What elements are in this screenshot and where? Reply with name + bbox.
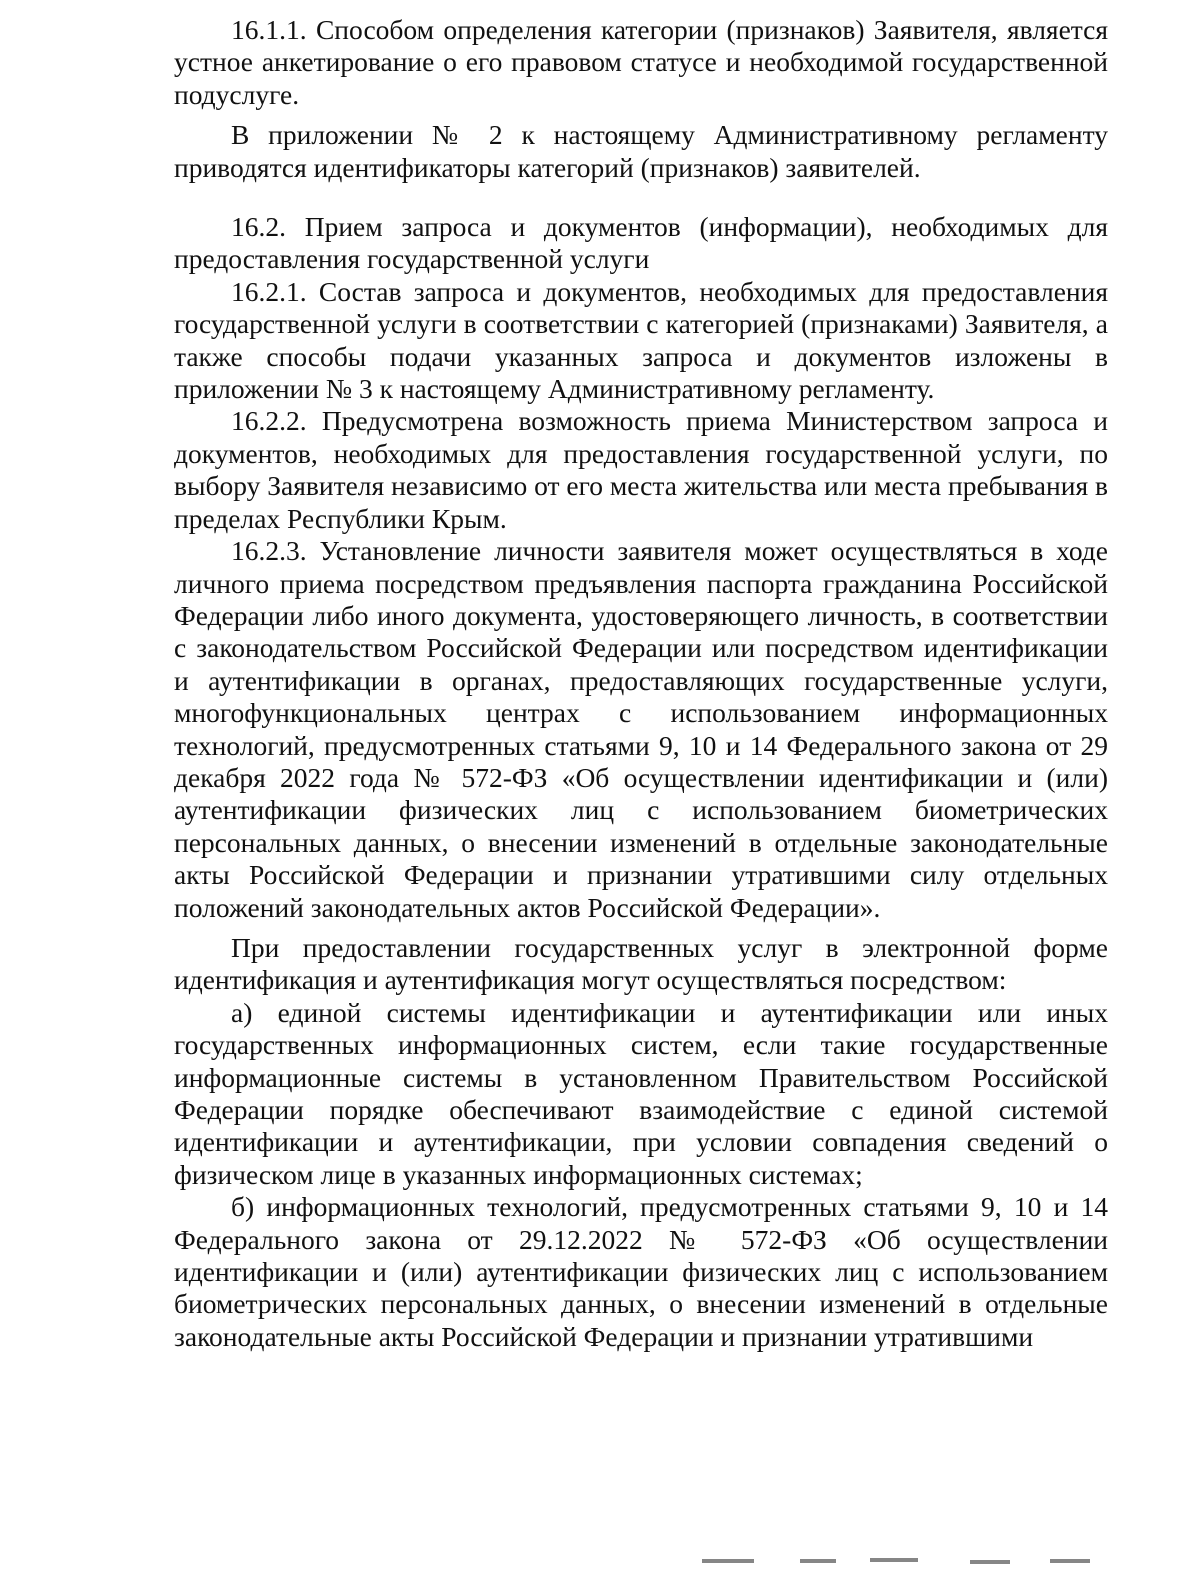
scan-mark [702,1559,754,1563]
section-heading-16-2: 16.2. Прием запроса и документов (информации), необходимых для предоставления государственной услуги [174,211,1108,275]
scan-artifact-marks [690,1556,1110,1568]
document-page [174,14,1108,1353]
list-item-a: а) единой системы идентификации и аутентификации или иных государственных информационных систем, если такие государственные информационные системы в установленном Правительством Российской Федерации порядке обеспечивают взаимодействие с единой системой идентификации и аутентификации, при условии совпадения сведений о физическом лице в указанных информационных системах; [174,996,1108,1190]
paragraph-electronic-form: При предоставлении государственных услуг в электронной форме идентификация и аутентификация могут осуществляться посредством: [174,931,1108,996]
scan-mark [800,1559,836,1563]
paragraph-16-2-3: 16.2.3. Установление личности заявителя может осуществляться в ходе личного приема посредством предъявления паспорта гражданина Российской Федерации либо иного документа, удостоверяющего личность, в соответствии с законодательством Российской Федерации или посредством идентификации и аутентификации в органах, предоставляющих государственные услуги, многофункциональных центрах с использованием информационных технологий, предусмотренных статьями 9, 10 и 14 Федерального закона от 29 декабря 2022 года № 572-ФЗ «Об осуществлении идентификации и (или) аутентификации физических лиц с использованием биометрических персональных данных, о внесении изменений в отдельные законодательные акты Российской Федерации и признании утратившими силу отдельных положений законодательных актов Российской Федерации». [174,535,1108,923]
paragraph-appendix-2: В приложении № 2 к настоящему Административному регламенту приводятся идентификаторы категорий (признаков) заявителей. [174,119,1108,183]
list-item-b: б) информационных технологий, предусмотренных статьями 9, 10 и 14 Федерального закона от 29.12.2022 № 572-ФЗ «Об осуществлении идентификации и (или) аутентификации физических лиц с использованием биометрических персональных данных, о внесении изменений в отдельные законодательные акты Российской Федерации и признании утратившими [174,1191,1108,1352]
scan-mark [870,1558,918,1562]
paragraph-16-2-2: 16.2.2. Предусмотрена возможность приема Министерством запроса и документов, необходимых для предоставления государственной услуги, по выбору Заявителя независимо от его места жительства или места пребывания в пределах Республики Крым. [174,405,1108,534]
paragraph-16-1-1: 16.1.1. Способом определения категории (признаков) Заявителя, является устное анкетирование о его правовом статусе и необходимой государственной подуслуге. [174,14,1108,110]
section-spacer [174,184,1108,211]
paragraph-16-2-1: 16.2.1. Состав запроса и документов, необходимых для предоставления государственной услуги в соответствии с категорией (признаками) Заявителя, а также способы подачи указанных запроса и документов изложены в приложении № 3 к настоящему Административному регламенту. [174,275,1108,405]
scan-mark [970,1560,1010,1564]
scan-mark [1050,1559,1090,1563]
